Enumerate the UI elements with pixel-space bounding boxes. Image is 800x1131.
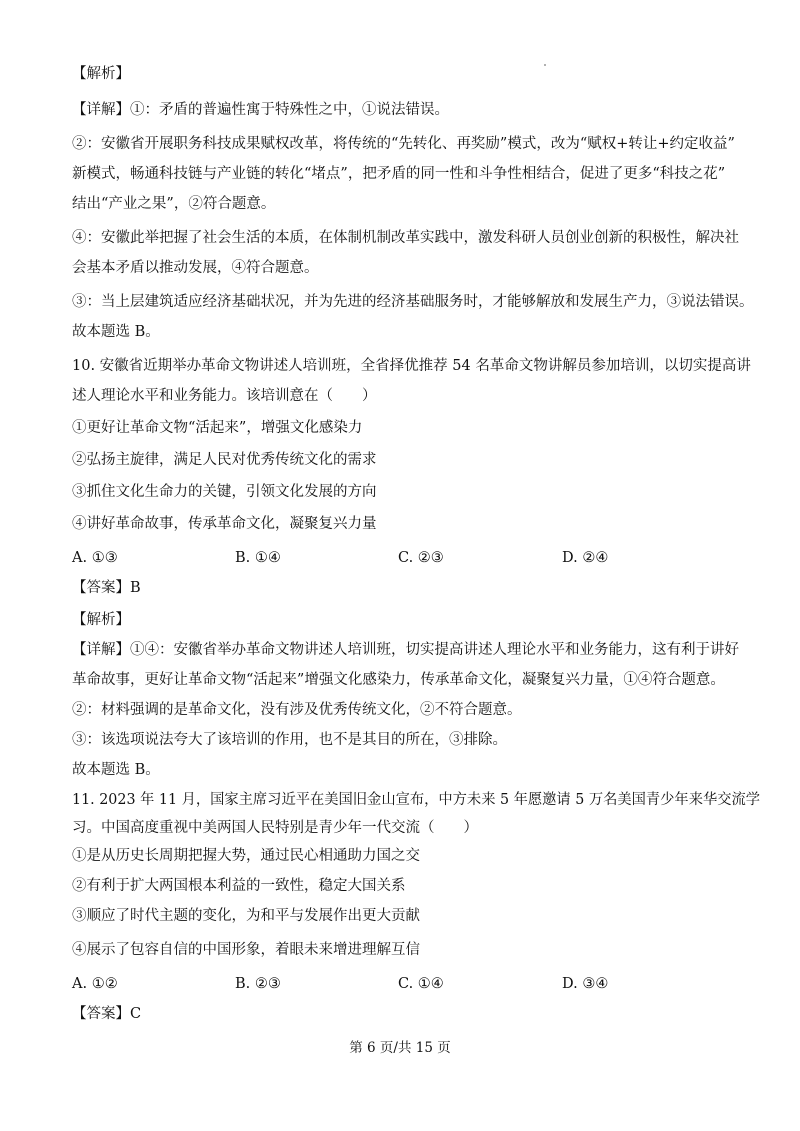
conclusion-line: 故本题选 B。 (72, 762, 160, 778)
analysis-label: 【解析】 (72, 612, 130, 628)
detail-line: ③：当上层建筑适应经济基础状况，并为先进的经济基础服务时，才能够解放和发展生产力，③说法错误。 (72, 294, 754, 310)
question-10-item: ②弘扬主旋律，满足人民对优秀传统文化的需求 (72, 452, 377, 468)
page-number-footer: 第 6 页/共 15 页 (349, 1040, 451, 1056)
question-10-item: ①更好让革命文物“活起来”，增强文化感染力 (72, 420, 363, 436)
question-11-item: ②有利于扩大两国根本利益的一致性，稳定大国关系 (72, 878, 406, 894)
detail-line: ②：安徽省开展职务科技成果赋权改革，将传统的“先转化、再奖励”模式，改为“赋权+转让+约定收益” (72, 136, 735, 152)
q11-option-d: D. ③④ (562, 976, 609, 992)
question-11-item: ③顺应了时代主题的变化，为和平与发展作出更大贡献 (72, 908, 420, 924)
conclusion-line: 故本题选 B。 (72, 324, 160, 340)
question-11-item: ①是从历史长周期把握大势，通过民心相通助力国之交 (72, 848, 420, 864)
question-11-stem: 11. 2023 年 11 月，国家主席习近平在美国旧金山宣布，中方未来 5 年愿邀请 5 万名美国青少年来华交流学 (72, 792, 761, 808)
q11-option-a: A. ①② (72, 976, 118, 992)
detail-line: ④：安徽此举把握了社会生活的本质，在体制机制改革实践中，激发科研人员创业创新的积极性，解决社 (72, 230, 739, 246)
q10-option-b: B. ①④ (235, 550, 281, 566)
question-10-stem: 10. 安徽省近期举办革命文物讲述人培训班，全省择优推荐 54 名革命文物讲解员参加培训，以切实提高讲 (72, 358, 751, 374)
answer-label: 【答案】B (72, 580, 141, 596)
detail-line: 革命故事，更好让革命文物“活起来”增强文化感染力，传承革命文化，凝聚复兴力量，①④符合题意。 (72, 672, 725, 688)
q10-option-c: C. ②③ (398, 550, 444, 566)
detail-line: 新模式，畅通科技链与产业链的转化“堵点”，把矛盾的同一性和斗争性相结合，促进了更多“科技之花” (72, 166, 726, 182)
question-10-item: ③抓住文化生命力的关键，引领文化发展的方向 (72, 484, 377, 500)
answer-label: 【答案】C (72, 1006, 142, 1022)
detail-line: 会基本矛盾以推动发展，④符合题意。 (72, 260, 319, 276)
q10-option-a: A. ①③ (72, 550, 118, 566)
detail-line: 结出“产业之果”，②符合题意。 (72, 196, 276, 212)
question-11-item: ④展示了包容自信的中国形象，着眼未来增进理解互信 (72, 942, 420, 958)
detail-line: 【详解】①：矛盾的普遍性寓于特殊性之中，①说法错误。 (72, 102, 449, 118)
question-10-item: ④讲好革命故事，传承革命文化，凝聚复兴力量 (72, 516, 377, 532)
q10-option-d: D. ②④ (562, 550, 609, 566)
question-11-stem: 习。中国高度重视中美两国人民特别是青少年一代交流（ ） (72, 820, 478, 836)
q11-option-c: C. ①④ (398, 976, 444, 992)
analysis-label: 【解析】 (72, 66, 130, 82)
question-10-stem: 述人理论水平和业务能力。该培训意在（ ） (72, 388, 377, 404)
detail-line: ②：材料强调的是革命文化，没有涉及优秀传统文化，②不符合题意。 (72, 702, 522, 718)
detail-line: ③：该选项说法夸大了该培训的作用，也不是其目的所在，③排除。 (72, 732, 507, 748)
detail-line: 【详解】①④：安徽省举办革命文物讲述人培训班，切实提高讲述人理论水平和业务能力，这有利于讲好 (72, 642, 739, 658)
q11-option-b: B. ②③ (235, 976, 281, 992)
